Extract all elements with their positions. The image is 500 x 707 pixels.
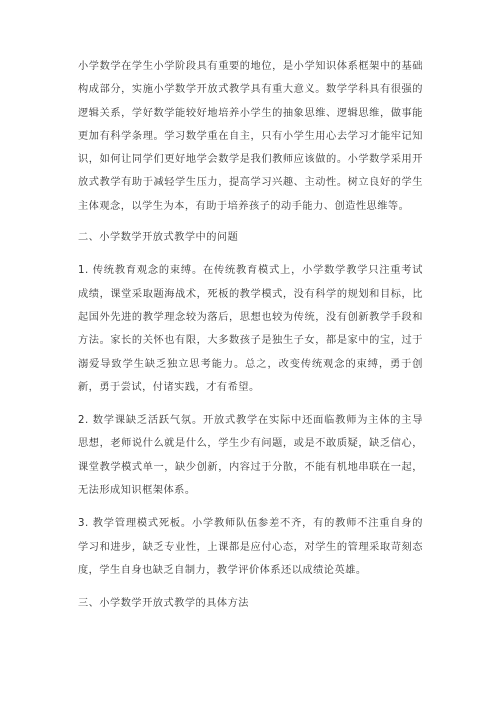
intro-paragraph: 小学数学在学生小学阶段具有重要的地位，是小学知识体系框架中的基础构成部分，实施小学数学开放式教学具有重大意义。数学学科具有很强的逻辑关系，学好数学能较好地培养小学生的抽象思维、逻辑思维，做事能更加有科学条理。学习数学重在自主，只有小学生用心去学习才能牢记知识，如何让同学们更好地学会数学是我们教师应该做的。小学数学采用开放式教学有助于减轻学生压力，提高学习兴趣、主动性。树立良好的学生主体观念，以学生为本，有助于培养孩子的动手能力、创造性思维等。 — [78, 61, 423, 212]
problem-item-1: 1. 传统教育观念的束缚。在传统教育模式上，小学数学教学只注重考试成绩，课堂采取题海战术，死板的教学模式，没有科学的规划和目标，比起国外先进的教学理念较为落后，思想也较为传统，没有创新教学手段和方法。家长的关怀也有限，大多数孩子是独生子女，都是家中的宝，过于溺爱导致学生缺乏独立思考能力。总之，改变传统观念的束缚，勇于创新，勇于尝试，付诸实践，才有希望。 — [78, 265, 423, 393]
section-heading-problems: 二、小学数学开放式教学中的问题 — [78, 232, 239, 244]
document-page — [78, 55, 423, 616]
problem-item-2: 2. 数学课缺乏活跃气氛。开放式教学在实际中还面临教师为主体的主导思想，老师说什么就是什么，学生少有问题，或是不敢质疑，缺乏信心，课堂教学模式单一，缺少创新，内容过于分散，不能有机地串联在一起，无法形成知识框架体系。 — [78, 415, 423, 497]
section-heading-methods: 三、小学数学开放式教学的具体方法 — [78, 598, 249, 610]
problem-item-3: 3. 教学管理模式死板。小学教师队伍参差不齐，有的教师不注重自身的学习和进步，缺乏专业性，上课都是应付心态，对学生的管理采取苛刻态度，学生自身也缺乏自制力，教学评价体系还以成绩论英雄。 — [78, 518, 423, 576]
